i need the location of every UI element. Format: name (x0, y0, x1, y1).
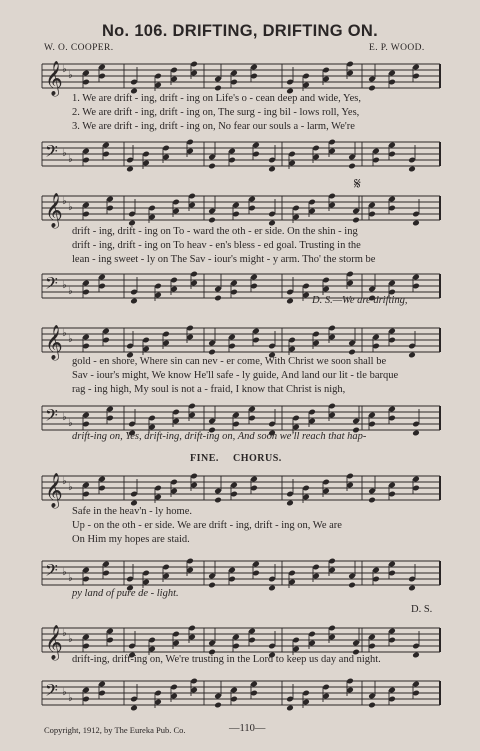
treble-staff-3 (0, 322, 480, 358)
svg-text:♭: ♭ (68, 418, 73, 429)
svg-text:♭: ♭ (68, 334, 73, 345)
hymn-title: No. 106. DRIFTING, DRIFTING ON. (101, 22, 379, 40)
svg-text:♭: ♭ (62, 628, 67, 639)
lyric-line-2-1: drift - ing, drift - ing on To - ward the oth - er side. On the shin - ing (72, 226, 358, 237)
refrain-lyric-2: py land of pure de - light. (72, 588, 179, 599)
ds-mark: D. S. (411, 604, 433, 615)
treble-staff-1 (0, 58, 480, 94)
bass-staff-2 (0, 268, 480, 304)
svg-text:♭: ♭ (68, 286, 73, 297)
svg-text:𝄢: 𝄢 (45, 405, 58, 429)
svg-text:♭: ♭ (68, 693, 73, 704)
svg-text:𝄢: 𝄢 (45, 273, 58, 297)
copyright-notice: Copyright, 1912, by The Eureka Pub. Co. (44, 725, 186, 735)
chorus-mark: CHORUS. (233, 453, 282, 464)
page-number: —110— (229, 723, 266, 734)
svg-text:𝄢: 𝄢 (45, 141, 58, 165)
svg-text:𝄞: 𝄞 (45, 193, 63, 228)
svg-text:♭: ♭ (62, 567, 67, 578)
segno-sign: 𝄋 (354, 176, 361, 193)
lyric-line-4-2: Up - on the oth - er side. We are drift - ing, drift - ing on, We are (72, 520, 342, 531)
svg-text:♭: ♭ (62, 64, 67, 75)
svg-text:♭: ♭ (62, 280, 67, 291)
lyric-line-1-3: 3. We are drift - ing, drift - ing on, No fear our souls a - larm, We're (72, 121, 355, 132)
svg-text:♭: ♭ (62, 328, 67, 339)
lyric-line-4-1: Safe in the heav'n - ly home. (72, 506, 192, 517)
refrain-lyric-1: drift-ing on, Yes, drift-ing, drift-ing on, And soon we'll reach that hap- (72, 431, 367, 442)
bass-staff-1 (0, 136, 480, 172)
lyric-line-1-1: 1. We are drift - ing, drift - ing on Life's o - cean deep and wide, Yes, (72, 93, 361, 104)
lyric-line-2-3: lean - ing sweet - ly on The Sav - iour's might - y arm. Tho' the storm be (72, 254, 376, 265)
bass-staff-5 (0, 675, 480, 711)
svg-text:♭: ♭ (68, 154, 73, 165)
treble-staff-4 (0, 470, 480, 506)
svg-text:♭: ♭ (68, 202, 73, 213)
fine-mark: FINE. (190, 453, 219, 464)
svg-text:♭: ♭ (62, 148, 67, 159)
treble-staff-2 (0, 190, 480, 226)
svg-text:♭: ♭ (62, 412, 67, 423)
lyric-line-5-1: drift-ing, drift-ing on, We're trusting in the Lord to keep us day and night. (72, 654, 381, 665)
bass-staff-4 (0, 555, 480, 591)
svg-text:𝄞: 𝄞 (45, 625, 63, 660)
lyric-line-2-2: drift - ing, drift - ing on To heav - en's bless - ed goal. Trusting in the (72, 240, 361, 251)
lyric-line-3-2: Sav - iour's might, We know He'll safe - ly guide, And land our lit - tle barque (72, 370, 399, 381)
lyric-line-4-3: On Him my hopes are staid. (72, 534, 190, 545)
svg-text:𝄞: 𝄞 (45, 61, 63, 96)
svg-text:𝄢: 𝄢 (45, 560, 58, 584)
svg-text:𝄞: 𝄞 (45, 325, 63, 360)
svg-text:♭: ♭ (68, 482, 73, 493)
svg-text:♭: ♭ (62, 687, 67, 698)
lyric-line-3-1: gold - en shore, Where sin can nev - er come, With Christ we soon shall be (72, 356, 387, 367)
svg-text:♭: ♭ (62, 196, 67, 207)
svg-text:♭: ♭ (68, 70, 73, 81)
lyricist-credit: W. O. COOPER. (44, 43, 114, 53)
svg-text:𝄢: 𝄢 (45, 680, 58, 704)
lyric-line-3-3: rag - ing high, My soul is not a - fraid, I know that Christ is nigh, (72, 384, 346, 395)
svg-text:𝄞: 𝄞 (45, 473, 63, 508)
lyric-line-1-2: 2. We are drift - ing, drift - ing on, The surg - ing bil - lows roll, Yes, (72, 107, 360, 118)
composer-credit: E. P. WOOD. (369, 43, 425, 53)
svg-text:♭: ♭ (62, 476, 67, 487)
svg-text:♭: ♭ (68, 573, 73, 584)
svg-text:♭: ♭ (68, 634, 73, 645)
ds-cue-line: D. S.—We are drifting, (312, 295, 408, 306)
